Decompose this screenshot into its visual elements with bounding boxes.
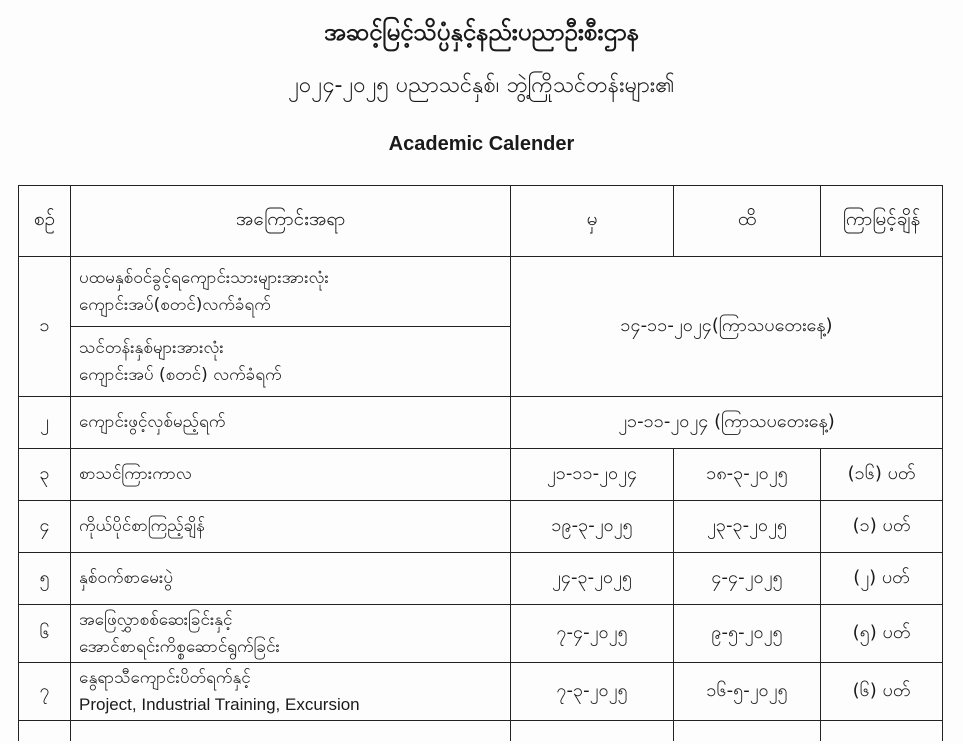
from-date: ၇-၃-၂၀၂၅ [511,663,674,721]
activity-line: ကျောင်းအပ်(စတင်)လက်ခံရက် [79,294,271,315]
activity-cell: ကိုယ်ပိုင်စာကြည့်ချိန် [71,501,511,553]
cut-cell [674,721,821,742]
activity-line: သင်တန်းနှစ်များအားလုံး [79,338,224,359]
row-number: ၅ [19,553,71,605]
duration: (၅) ပတ် [821,605,943,663]
from-date: ၁၉-၃-၂၀၂၅ [511,501,674,553]
from-date: ၇-၄-၂၀၂၅ [511,605,674,663]
table-row [19,605,943,663]
activity-cell [71,663,511,721]
table-row [19,257,943,327]
cut-cell [821,721,943,742]
row-number: ၂ [19,397,71,449]
table-row [19,553,943,605]
to-date: ၁၆-၅-၂၀၂၅ [674,663,821,721]
row-number: ၁ [19,257,71,397]
cut-cell [19,721,71,742]
table-header-row [19,186,943,257]
table-row [19,663,943,721]
header-activity: အကြောင်းအရာ [71,186,511,257]
date-cell: ၁၄-၁၁-၂၀၂၄(ကြာသပတေးနေ့) [511,257,943,397]
table-row [19,501,943,553]
from-date: ၂၁-၁၁-၂၀၂၄ [511,449,674,501]
calendar-subtitle: ၂၀၂၄-၂၀၂၅ ပညာသင်နှစ်၊ ဘွဲ့ကြိုသင်တန်းများ၏ [288,73,675,98]
activity-cell: စာသင်ကြားကာလ [71,449,511,501]
to-date: ၂၃-၃-၂၀၂၅ [674,501,821,553]
to-date: ၁၈-၃-၂၀၂၅ [674,449,821,501]
activity-cell: နှစ်ဝက်စာမေးပွဲ [71,553,511,605]
to-date: ၉-၅-၂၀၂၅ [674,605,821,663]
duration: (၆) ပတ် [821,663,943,721]
header-from: မှ [511,186,674,257]
activity-line: နွေရာသီကျောင်းပိတ်ရက်နှင့် [79,668,251,689]
activity-cell: ကျောင်းဖွင့်လှစ်မည့်ရက် [71,397,511,449]
activity-cell [71,605,511,663]
row-number: ၆ [19,605,71,663]
table-row-cut [19,721,943,742]
header-no: စဉ် [19,186,71,257]
header-to: ထိ [674,186,821,257]
activity-cell [71,257,511,327]
cut-cell [71,721,511,742]
activity-line: ပထမနှစ်ဝင်ခွင့်ရကျောင်းသားများအားလုံး [79,268,329,289]
row-number: ၃ [19,449,71,501]
row-number: ၇ [19,663,71,721]
institution-title: အဆင့်မြင့်သိပ္ပံနှင့်နည်းပညာဦးစီးဌာန [323,18,640,46]
activity-cell [71,327,511,397]
duration: (၁၆) ပတ် [821,449,943,501]
activity-line: Project, Industrial Training, Excursion [79,694,360,714]
duration: (၁) ပတ် [821,501,943,553]
table-row [19,449,943,501]
to-date: ၄-၄-၂၀၂၅ [674,553,821,605]
from-date: ၂၄-၃-၂၀၂၅ [511,553,674,605]
activity-line: ကျောင်းအပ် (စတင်) လက်ခံရက် [79,364,282,385]
english-title: Academic Calender [388,133,575,155]
table-row [19,397,943,449]
activity-line: အဖြေလွှာစစ်ဆေးခြင်းနှင့် [79,610,233,631]
duration: (၂) ပတ် [821,553,943,605]
cut-cell [511,721,674,742]
row-number: ၄ [19,501,71,553]
academic-calendar-table [18,185,943,741]
date-cell: ၂၁-၁၁-၂၀၂၄ (ကြာသပတေးနေ့) [511,397,943,449]
activity-line: အောင်စာရင်းကိစ္စဆောင်ရွက်ခြင်း [79,636,280,657]
header-duration: ကြာမြင့်ချိန် [821,186,943,257]
